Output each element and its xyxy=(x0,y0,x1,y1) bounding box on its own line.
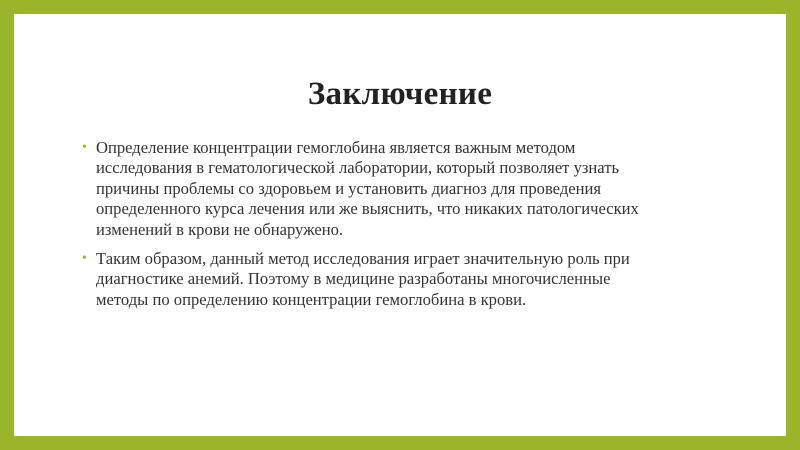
bullet-line: Определение концентрации гемоглобина является важным методом xyxy=(96,138,576,157)
bullet-dot-icon: • xyxy=(82,251,87,267)
bullet-dot-icon: • xyxy=(82,140,87,155)
bullet-item xyxy=(82,138,722,240)
slide-title: Заключение xyxy=(307,76,493,112)
bullet-line: определенного курса лечения или же выяснить, что никаких патологических xyxy=(96,199,639,219)
bullet-line: изменений в крови не обнаружено. xyxy=(96,219,344,239)
bullet-line: диагностике анемий. Поэтому в медицине разработаны многочисленные xyxy=(96,269,611,289)
bullet-line: причины проблемы со здоровьем и установить диагноз для проведения xyxy=(96,178,602,198)
bullet-line: Таким образом, данный метод исследования играет значительную роль при xyxy=(96,249,630,269)
slide xyxy=(14,14,786,436)
bullet-line: методы по определению концентрации гемоглобина в крови. xyxy=(96,289,527,309)
slide-content xyxy=(82,138,722,319)
bullet-line: исследования в гематологической лаборатории, который позволяет узнать xyxy=(96,158,620,178)
bullet-item xyxy=(82,249,722,310)
